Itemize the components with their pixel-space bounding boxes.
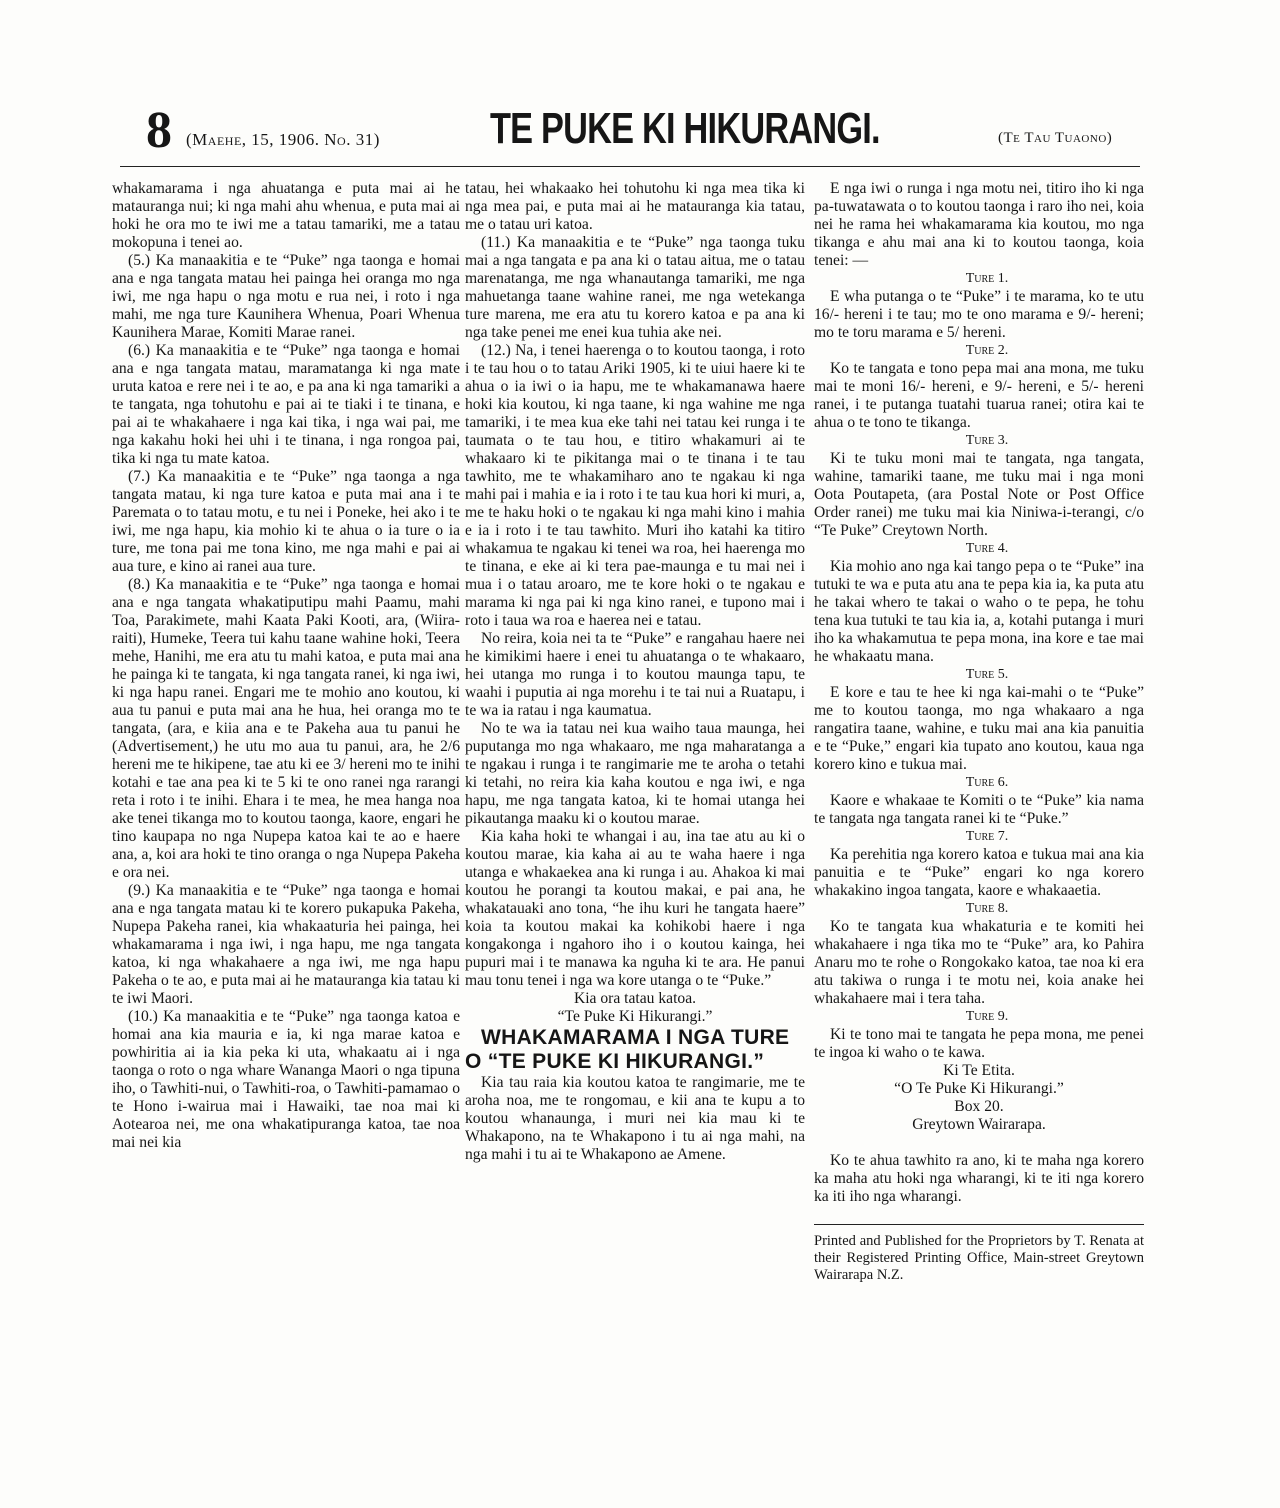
col1-paragraph: whakamarama i nga ahuatanga e puta mai ai he matauranga nui; ki nga mahi ahu whenua, e puta mai ai hoki he ora mo te iwi me a tatau tamariki, me a tatau mokopuna i tenei ao. xyxy=(112,180,460,251)
col1-paragraph: (5.) Ka manaakitia e te “Puke” nga taonga e homai ana e nga tangata matau hei painga hei oranga mo nga iwi, me nga hapu o nga motu e rua nei, i roto i nga mahi, me nga ture Kaunihera Whenua, Poari Whenua Kaunihera Marae, Komiti Marae ranei. xyxy=(112,252,460,341)
rule-text: Kia mohio ano nga kai tango pepa o te “Puke” ina tutuki te wa e puta atu ana te pepa kia ia, ka puta atu he takai whero te takai o waho o te pepa, he tohu tena kua tutuki te tau kia ia, a, kotahi putanga i muri iho ka whakamutua te pepa mona, ina kore e tae mai he whakaatu mana. xyxy=(814,558,1144,665)
rule-label: Ture 7. xyxy=(965,829,1009,844)
col2-paragraph: (11.) Ka manaakitia e te “Puke” nga taonga tuku mai a nga tangata e pa ana ki o tatau aitua, me o tatau marenatanga, me nga whanautanga tamariki, me nga mahuetanga taane wahine ranei, me nga wetekanga ture marena, me era atu tu korero katoa e pa ana ki nga take penei me enei kua tuhia ake nei. xyxy=(465,234,805,341)
rule-label: Ture 2. xyxy=(965,343,1009,358)
colophon xyxy=(814,1224,1144,1284)
rule-text: Ko te tangata kua whakaturia e te komiti hei whakahaere i nga tika mo te “Puke” ara, ko Pahira Anaru mo te rohe o Rongokako katoa, tae noa ki era atu takiwa o runga i te motu nei, koia anake hei whakahaere mai i tera taha. xyxy=(814,918,1144,1007)
signoff-greeting: Kia ora tatau katoa. xyxy=(573,990,697,1007)
rule-label: Ture 8. xyxy=(965,901,1009,916)
col2-paragraph: (12.) Na, i tenei haerenga o to koutou taonga, i roto i te tau hou o to tatau Ariki 1905, ki te uiui haere ki te ahua o ia iwi o ia hapu, me te whakamanawa haere hoki kia koutou, ki nga taane, ki nga wahine me nga tamariki, i te mea kua eke tahi nei tatau kei runga i te taumata o te tau hou, e titiro whakamuri ai te whakaaro ki te pikitanga mai o te tinana i te tau tawhito, me te whakamiharo ano te ngakau ki nga mahi pai i mahia e ia i roto i te tau kua hori ki muri, a, me te haku hoki o te ngakau ki nga mahi kino i mahia e ia i roto i te tau tawhito. Muri iho katahi ka titiro whakamua te ngakau ki tenei wa roa, hei haerenga mo te tinana, e eke ai ki tera pae-maunga e tu mai nei i mua i o tatau aroaro, me te kore hoki o te ngakau e marama ki nga pai ki nga kino ranei, e tupono mai i roto i taua wa roa e haerea nei e tatau. xyxy=(465,342,805,629)
column-2 xyxy=(465,180,805,1164)
rule-label: Ture 4. xyxy=(965,541,1009,556)
col1-paragraph: (8.) Ka manaakitia e te “Puke” nga taonga e homai ana e nga tangata whakatiputipu mahi Paamu, mahi Toa, Parakimete, mahi Kaata Paki Kooti, ara, (Wiira-raiti), Humeke, Teera tui kahu taane wahine hoki, Teera mehe, Hanihi, me era atu tu mahi katoa, e puta mai ana he painga ki te tangata, ki nga tangata ranei, ki nga iwi, ki nga hapu ranei. Engari me te mohio ano koutou, ki aua tu panui e puta mai ana he hua, hei oranga mo te tangata, (ara, e kiia ana e te Pakeha aua tu panui he (Advertisement,) he utu mo aua tu panui, ara, he 2/6 hereni me te hikipene, tae atu ki ee 3/ hereni mo te inihi kotahi e tae ana pea ki te 5 ki te ono ranei nga rarangi reta i roto i te inihi. Ehara i te mea, he mea hanga noa ake tenei tikanga mo to koutou taonga, kaore, engari he tino kaupapa no nga Nupepa katoa kai te ao e haere ana, a, koi ara hoki te tino oranga o nga Nupepa Pakeha e ora nei. xyxy=(112,576,460,881)
rules-intro: Kia tau raia kia koutou katoa te rangimarie, me te aroha noa, me te rongomau, e kii ana te kupu a to koutou whanaunga, i muri nei kia mau ki te Whakapono, na te Whakapono i tu ai nga mahi, na nga mahi i tu ai te Whakapono ae Amene. xyxy=(465,1074,805,1163)
rule-label: Ture 9. xyxy=(965,1009,1009,1024)
spacer xyxy=(814,1134,1144,1152)
rule-text: E wha putanga o te “Puke” i te marama, ko te utu 16/- hereni i te tau; mo te ono marama e 9/- hereni; mo te toru marama e 5/ hereni. xyxy=(814,288,1144,341)
column-3 xyxy=(814,180,1144,1284)
newspaper-title: TE PUKE KI HIKURANGI. xyxy=(490,104,880,153)
rule-label: Ture 1. xyxy=(965,271,1009,286)
col1-paragraph: (7.) Ka manaakitia e te “Puke” nga taonga a nga tangata matau, ki nga ture katoa e puta mai ana i te Paremata o to tatau motu, e tu nei i Poneke, hei ako i te iwi, me nga hapu, kia mohio ki te ahua o ia ture o ia ture, me tona pai me tona kino, me nga mahi e pai ai aua ture, e kino ai ranei aua ture. xyxy=(112,468,460,575)
col1-paragraph: (9.) Ka manaakitia e te “Puke” nga taonga e homai ana e nga tangata matau ki te korero pukapuka Pakeha, Nupepa Pakeha ranei, kia whakaaturia hei painga, hei whakamarama i nga iwi, i nga hapu, me nga tangata katoa, ki nga whakahaere a nga iwi, me nga hapu Pakeha o te ao, e puta mai ai he matauranga kia tatau ki te iwi Maori. xyxy=(112,882,460,1007)
issue-date: (Maehe, 15, 1906. No. 31) xyxy=(186,130,380,149)
rule-label: Ture 5. xyxy=(965,667,1009,682)
masthead xyxy=(0,0,1280,170)
rules-heading: WHAKAMARAMA I NGA TURE O “TE PUKE KI HIKURANGI.” xyxy=(465,1026,790,1073)
rule-text: Ki te tuku moni mai te tangata, nga tangata, wahine, tamariki taane, me tuku mai i nga moni Oota Poutapeta, (ara Postal Note or Post Office Order ranei) me tuku mai kia Niniwa-i-terangi, c/o “Te Puke” Creytown North. xyxy=(814,450,1144,539)
col2-paragraph: tatau, hei whakaako hei tohutohu ki nga mea tika ki nga mea pai, e puta mai ai he matauranga kia tatau, me o tatau uri katoa. xyxy=(465,180,805,233)
rule-text: Ko te tangata e tono pepa mai ana mona, me tuku mai te moni 16/- hereni, e 9/- hereni, e 5/- hereni ranei, i te putanga tuatahi tuarua ranei; otira kai te ahua o te tono te tikanga. xyxy=(814,360,1144,431)
colophon-text: Printed and Published for the Proprietors by T. Renata at their Registered Printing Office, Main-street Greytown Wairarapa N.Z. xyxy=(814,1233,1144,1283)
masthead-rule xyxy=(120,166,1140,167)
address-line: Ki Te Etita. xyxy=(943,1062,1015,1079)
col2-paragraph: No te wa ia tatau nei kua waiho taua maunga, hei puputanga mo nga whakaaro, me nga maharatanga a te ngakau i runga i te rangimarie me te aroha o tetahi ki tetahi, no reira kia kaha koutou e nga iwi, e nga hapu, me nga tangata katoa, ki te homai utanga hei pikautanga maaku ki o koutou marae. xyxy=(465,720,805,827)
volume-label: (Te Tau Tuaono) xyxy=(998,130,1113,146)
col2-paragraph: No reira, koia nei ta te “Puke” e rangahau haere nei he kimikimi haere i enei tu ahuatanga o te whakaaro, hei utanga mo runga i to koutou maunga tapu, te waahi i puputia ai nga morehu i te tai nui a Ruatapu, i te wa ia ratau i nga kaumatua. xyxy=(465,630,805,719)
rule-text: Kaore e whakaae te Komiti o te “Puke” kia nama te tangata nga tangata ranei ki te “Puke.” xyxy=(814,792,1144,827)
address-line: Greytown Wairarapa. xyxy=(912,1116,1046,1133)
address-line: Box 20. xyxy=(954,1098,1004,1115)
pages-note: Ko te ahua tawhito ra ano, ki te maha nga korero ka maha atu hoki nga wharangi, ki te iti nga korero ka iti iho nga wharangi. xyxy=(814,1152,1144,1205)
rule-label: Ture 3. xyxy=(965,433,1009,448)
col1-paragraph: (10.) Ka manaakitia e te “Puke” nga taonga katoa e homai ana kia mauria e ia, ki nga marae katoa e powhiritia ai ia kia peka ki uta, whakaatu ai i nga taonga o roto o nga whare Wananga Maori o nga tipuna iho, o Tawhiti-nui, o Tawhiti-roa, o Tawhiti-pamamao o te Hono i-wairua mai i Hawaiki, tae noa mai ki Aotearoa nei, me ona whakatipuranga katoa, tae noa mai nei kia xyxy=(112,1008,460,1151)
rules-preamble: E nga iwi o runga i nga motu nei, titiro iho ki nga pa-tuwatawata o to koutou taonga i raro iho nei, koia nei he rama hei whakamarama kia koutou, mo nga tikanga e ahu mai ana ki to koutou taonga, koia tenei: — xyxy=(814,180,1144,269)
rule-text: Ka perehitia nga korero katoa e tukua mai ana kia panuitia e te “Puke” engari ko nga korero whakakino ingoa tangata, kaore e whakaaetia. xyxy=(814,846,1144,899)
rule-label: Ture 6. xyxy=(965,775,1009,790)
signoff-name: “Te Puke Ki Hikurangi.” xyxy=(557,1008,713,1025)
page-number: 8 xyxy=(146,102,172,159)
rule-text: E kore e tau te hee ki nga kai-mahi o te “Puke” me to koutou taonga, mo nga whakaaro a nga rangatira taane, wahine, e tuku mai ana kia panuitia e te “Puke,” engari kia tupato ano koutou, kaua nga korero kino e tukua mai. xyxy=(814,684,1144,773)
col1-paragraph: (6.) Ka manaakitia e te “Puke” nga taonga e homai ana e nga tangata matau, maramatanga ki nga mate uruta katoa e rere nei i te ao, e pa ana ki nga tamariki a te tangata, nga tohutohu e pai ai te tiaki i te tinana, e pai ai te whakahaere i nga kai tika, i nga wai pai, me nga kakahu hoki hei uhi i te tinana, i nga rongoa pai, tika ki nga tu mate katoa. xyxy=(112,342,460,467)
rule-text: Ki te tono mai te tangata he pepa mona, me penei te ingoa ki waho o te kawa. xyxy=(814,1026,1144,1061)
col2-paragraph: Kia kaha hoki te whangai i au, ina tae atu au ki o koutou marae, kia kaha ai au te waha haere i nga utanga e whakaekea ana ki runga i au. Ahakoa ki mai koutou he porangi ta koutou makai, e pai ana, he whakatauaki ano tona, “he ihu kuri he tangata haere” koia ta koutou makai ka kohikobi haere i nga kongakonga i ngahoro iho i o koutou kainga, hei pupuri mai i te manawa ka nguha ki te ara. He panui mau tonu tenei i nga wa kore utanga o te “Puke.” xyxy=(465,828,805,989)
address-line: “O Te Puke Ki Hikurangi.” xyxy=(894,1080,1064,1097)
column-1 xyxy=(112,180,460,1152)
